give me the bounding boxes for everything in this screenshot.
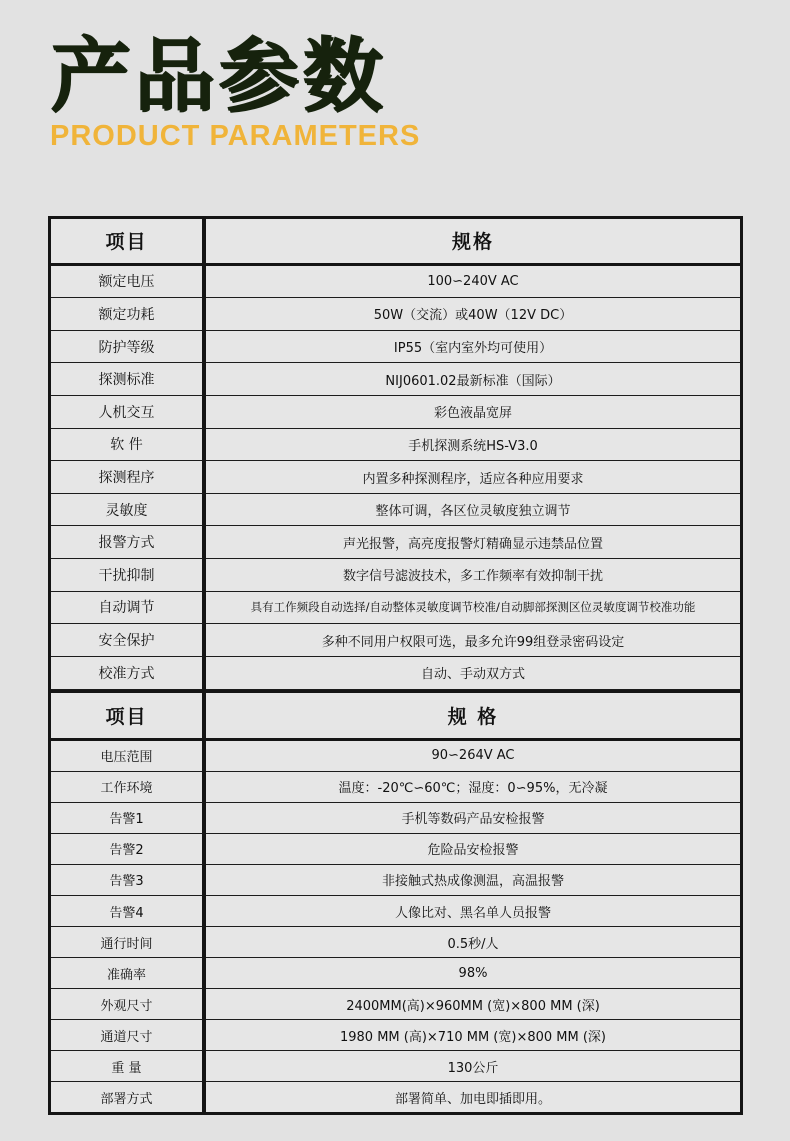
- row-value: 多种不同用户权限可选，最多允许99组登录密码设定: [206, 624, 740, 657]
- table-row: [51, 958, 740, 989]
- table-row: [51, 363, 740, 396]
- row-value: 部署简单、加电即插即用。: [394, 1091, 551, 1107]
- row-label: 软 件: [51, 429, 206, 462]
- row-label: 探测程序: [51, 461, 206, 494]
- header-item: 项目: [51, 219, 206, 266]
- table-row: [51, 461, 740, 494]
- table-row: [51, 803, 740, 834]
- row-label: 人机交互: [51, 396, 206, 429]
- row-label: 通道尺寸: [51, 1020, 206, 1051]
- row-value: 危险品安检报警: [206, 834, 740, 865]
- table-row: [51, 989, 740, 1020]
- row-value: 98%: [206, 958, 740, 989]
- page-subtitle: PRODUCT PARAMETERS: [50, 120, 421, 152]
- table-row: [51, 331, 740, 364]
- table-row: [51, 298, 740, 331]
- table-row: [51, 1051, 740, 1082]
- row-value: 人像比对、黑名单人员报警: [206, 896, 740, 927]
- row-value: 1980 MM (高)×710 MM (宽)×800 MM (深): [206, 1020, 740, 1051]
- row-value: 90∽264V AC: [206, 741, 740, 772]
- table-row: [51, 266, 740, 299]
- table-row: [51, 396, 740, 429]
- row-value: 声光报警，高亮度报警灯精确显示违禁品位置: [206, 526, 740, 559]
- row-value: 0.5秒/人: [206, 927, 740, 958]
- row-label: 电压范围: [51, 741, 206, 772]
- row-label: 灵敏度: [51, 494, 206, 527]
- row-label: 告警1: [51, 803, 206, 834]
- row-label: 重 量: [51, 1051, 206, 1082]
- spec-table-frame: [48, 216, 743, 1115]
- row-label: 报警方式: [51, 526, 206, 559]
- row-value: 自动、手动双方式: [206, 657, 740, 690]
- row-label: 外观尺寸: [51, 989, 206, 1020]
- row-label: 告警4: [51, 896, 206, 927]
- table-row: [51, 592, 740, 625]
- row-label: 安全保护: [51, 624, 206, 657]
- row-value: 2400MM(高)×960MM (宽)×800 MM (深): [206, 989, 740, 1020]
- table-row: [51, 741, 740, 772]
- row-label: 校准方式: [51, 657, 206, 690]
- page-title: 产品参数: [50, 29, 386, 122]
- row-value: 130公斤: [206, 1051, 740, 1082]
- row-label: 自动调节: [51, 592, 206, 625]
- row-label: 探测标准: [51, 363, 206, 396]
- row-value: 非接触式热成像测温，高温报警: [206, 865, 740, 896]
- table-header-row-2: [51, 690, 740, 741]
- row-label: 额定电压: [51, 266, 206, 299]
- header-spec-2: 规 格: [206, 690, 740, 741]
- table-row: [51, 1082, 740, 1112]
- row-value: 具有工作频段自动选择/自动整体灵敏度调节校准/自动脚部探测区位灵敏度调节校准功能: [206, 592, 740, 625]
- row-value: 50W（交流）或40W（12V DC）: [206, 298, 740, 331]
- row-value: 手机探测系统HS-V3.0: [206, 429, 740, 462]
- row-value: 温度：-20℃∽60℃；湿度：0∽95%，无冷凝: [206, 772, 740, 803]
- row-label: 告警3: [51, 865, 206, 896]
- row-value: 内置多种探测程序，适应各种应用要求: [206, 461, 740, 494]
- spec-table: [51, 219, 740, 1112]
- row-label: 部署方式: [51, 1082, 206, 1112]
- row-label: 干扰抑制: [51, 559, 206, 592]
- table-row: [51, 494, 740, 527]
- row-label: 准确率: [51, 958, 206, 989]
- table-row: [51, 772, 740, 803]
- row-label: 通行时间: [51, 927, 206, 958]
- row-label: 告警2: [51, 834, 206, 865]
- table-row: [51, 865, 740, 896]
- table-row: [51, 657, 740, 690]
- table-row: [51, 1020, 740, 1051]
- row-value: 整体可调，各区位灵敏度独立调节: [206, 494, 740, 527]
- table-row: [51, 624, 740, 657]
- table-row: [51, 429, 740, 462]
- table-row: [51, 896, 740, 927]
- row-label: 防护等级: [51, 331, 206, 364]
- table-row: [51, 526, 740, 559]
- header-item-2: 项目: [51, 690, 206, 741]
- table-row: [51, 927, 740, 958]
- table-row: [51, 559, 740, 592]
- header-spec: 规格: [206, 219, 740, 266]
- table-row: [51, 834, 740, 865]
- row-value: 彩色液晶宽屏: [206, 396, 740, 429]
- row-value: IP55（室内室外均可使用）: [206, 331, 740, 364]
- row-value: 手机等数码产品安检报警: [206, 803, 740, 834]
- row-value: NIJ0601.02最新标准（国际）: [206, 363, 740, 396]
- row-label: 工作环境: [51, 772, 206, 803]
- row-label: 额定功耗: [51, 298, 206, 331]
- row-value: 数字信号滤波技术，多工作频率有效抑制干扰: [206, 559, 740, 592]
- row-value: 100∽240V AC: [206, 266, 740, 299]
- table-header-row: [51, 219, 740, 266]
